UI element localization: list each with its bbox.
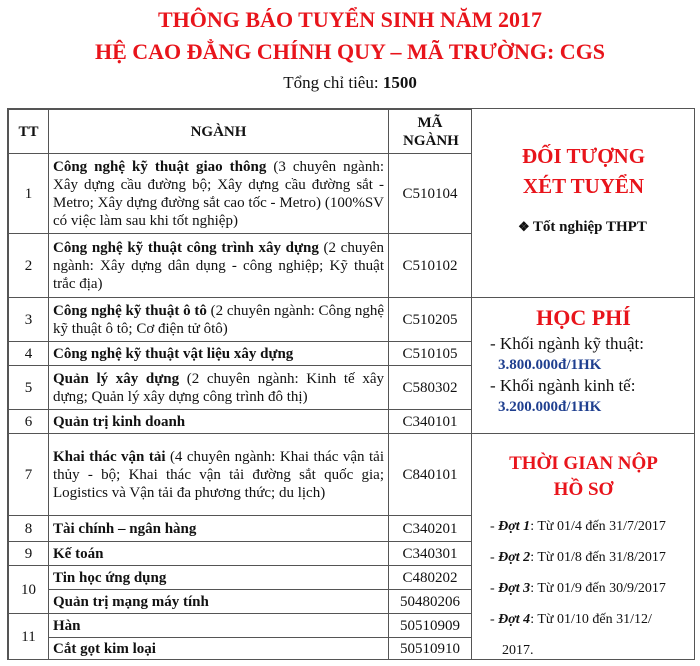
row-name: Kế toán xyxy=(53,545,104,562)
col-header-name: NGÀNH xyxy=(49,110,389,154)
row-desc: (3 chuyên ngành: Xây dựng cầu đường bộ; Xây dựng cầu đường sắt - Metro; Xây dựng đường sắt cao tốc - Metro) (100%SV có việc làm sau khi tốt nghiệp) xyxy=(53,158,384,229)
table-row xyxy=(9,590,472,614)
fee-tech-label-text: Khối ngành kỹ thuật: xyxy=(499,334,644,353)
row-tt: 10 xyxy=(9,566,49,614)
row-tt: 2 xyxy=(9,234,49,298)
target-item xyxy=(472,219,695,236)
row-name-cell xyxy=(49,410,389,434)
row-name-cell xyxy=(49,638,389,660)
row-name: Quản trị mạng máy tính xyxy=(53,593,209,610)
row-code: C510104 xyxy=(389,154,472,234)
row-code: C340301 xyxy=(389,542,472,566)
deadline-section xyxy=(472,433,695,659)
row-name-cell xyxy=(49,342,389,366)
majors-table xyxy=(8,109,472,660)
row-desc: (2 chuyên ngành: Kinh tế xây dựng; Quản lý xây dựng công trình đô thị) xyxy=(53,370,384,405)
row-name: Khai thác vận tải xyxy=(53,448,166,465)
row-name: Công nghệ kỹ thuật công trình xây dựng xyxy=(53,239,319,256)
round-2: - Đợt 2: Từ 01/8 đến 31/8/2017 xyxy=(490,550,666,565)
table-row xyxy=(9,342,472,366)
row-name: Quản trị kinh doanh xyxy=(53,413,186,430)
fee-econ-label-text: Khối ngành kinh tế: xyxy=(499,376,636,395)
deadline-title-2: HỒ SƠ xyxy=(553,479,614,500)
fee-section xyxy=(472,297,695,434)
row-name: Tin học ứng dụng xyxy=(53,569,167,586)
table-row xyxy=(9,410,472,434)
fee-econ-label: - Khối ngành kinh tế: xyxy=(490,376,636,395)
row-name: Cắt gọt kim loại xyxy=(53,640,156,657)
row-name: Công nghệ kỹ thuật ô tô xyxy=(53,302,207,319)
row-code: 50510910 xyxy=(389,638,472,660)
table-row xyxy=(9,434,472,516)
row-code: 50510909 xyxy=(389,614,472,638)
round-4-label: Đợt 4 xyxy=(498,612,531,627)
table-row xyxy=(9,154,472,234)
row-name-cell xyxy=(49,298,389,342)
row-name-cell xyxy=(49,234,389,298)
row-tt: 4 xyxy=(9,342,49,366)
row-desc: (2 chuyên ngành: Xây dựng dân dụng - công nghiệp; Kỹ thuật trắc địa) xyxy=(53,239,384,292)
round-4-continued: 2017. xyxy=(502,643,534,658)
row-name-cell xyxy=(49,154,389,234)
row-tt: 3 xyxy=(9,298,49,342)
table-row xyxy=(9,234,472,298)
row-code: C340101 xyxy=(389,410,472,434)
fee-title: HỌC PHÍ xyxy=(536,305,631,330)
round-1-label: Đợt 1 xyxy=(498,519,531,534)
row-code: C510105 xyxy=(389,342,472,366)
fee-econ-value: 3.200.000đ/1HK xyxy=(498,399,602,415)
row-tt: 9 xyxy=(9,542,49,566)
table-row xyxy=(9,638,472,660)
table-row xyxy=(9,298,472,342)
table-row xyxy=(9,366,472,410)
col-header-tt: TT xyxy=(9,110,49,154)
row-name: Công nghệ kỹ thuật giao thông xyxy=(53,158,267,175)
round-4: - Đợt 4: Từ 01/10 đến 31/12/ xyxy=(490,612,652,627)
row-code: C480202 xyxy=(389,566,472,590)
table-row xyxy=(9,566,472,590)
round-3-text: : Từ 01/9 đến 30/9/2017 xyxy=(530,581,666,596)
quota-value: 1500 xyxy=(382,73,417,92)
row-desc: (4 chuyên ngành: Khai thác vận tải thủy - bộ; Khai thác vận tải đường sắt quốc gia; Logistics và Vận tải đa phương thức; du lịch) xyxy=(53,448,384,501)
row-tt: 6 xyxy=(9,410,49,434)
row-code: C510102 xyxy=(389,234,472,298)
round-3-label: Đợt 3 xyxy=(498,581,531,596)
col-header-code: MÃ NGÀNH xyxy=(389,110,472,154)
row-name-cell xyxy=(49,590,389,614)
quota-label: Tổng chỉ tiêu: xyxy=(283,73,383,92)
round-1: - Đợt 1: Từ 01/4 đến 31/7/2017 xyxy=(490,519,666,534)
row-name-cell xyxy=(49,434,389,516)
row-name: Công nghệ kỹ thuật vật liệu xây dựng xyxy=(53,345,294,362)
row-code: C580302 xyxy=(389,366,472,410)
title-line2: HỆ CAO ĐẲNG CHÍNH QUY – MÃ TRƯỜNG: CGS xyxy=(94,39,606,64)
row-tt: 1 xyxy=(9,154,49,234)
admission-table-container xyxy=(7,108,695,660)
target-title-2: XÉT TUYỂN xyxy=(522,174,645,198)
row-tt: 7 xyxy=(9,434,49,516)
fee-tech-label: - Khối ngành kỹ thuật: xyxy=(490,334,644,353)
deadline-title-1: THỜI GIAN NỘP xyxy=(509,453,658,474)
row-name-cell xyxy=(49,516,389,542)
fee-tech-value: 3.800.000đ/1HK xyxy=(498,357,602,373)
row-code: 50480206 xyxy=(389,590,472,614)
target-item-text: Tốt nghiệp THPT xyxy=(532,219,647,235)
round-3: - Đợt 3: Từ 01/9 đến 30/9/2017 xyxy=(490,581,666,596)
row-code: C840101 xyxy=(389,434,472,516)
row-code: C340201 xyxy=(389,516,472,542)
diamond-bullet-icon: ❖ xyxy=(518,219,533,234)
round-4-text: : Từ 01/10 đến 31/12/ xyxy=(530,612,652,627)
row-name-cell xyxy=(49,366,389,410)
table-row xyxy=(9,614,472,638)
row-tt: 8 xyxy=(9,516,49,542)
row-name-cell xyxy=(49,566,389,590)
table-row xyxy=(9,516,472,542)
quota xyxy=(0,70,700,96)
row-code: C510205 xyxy=(389,298,472,342)
target-title-1: ĐỐI TƯỢNG xyxy=(521,144,646,168)
row-name-cell xyxy=(49,614,389,638)
target-section xyxy=(472,109,695,298)
row-tt: 11 xyxy=(9,614,49,660)
row-name-cell xyxy=(49,542,389,566)
round-2-text: : Từ 01/8 đến 31/8/2017 xyxy=(530,550,666,565)
table-header-row xyxy=(9,110,472,154)
row-name: Hàn xyxy=(53,617,81,634)
table-row xyxy=(9,542,472,566)
row-name: Quản lý xây dựng xyxy=(53,370,180,387)
row-name: Tài chính – ngân hàng xyxy=(53,520,197,537)
row-tt: 5 xyxy=(9,366,49,410)
round-1-text: : Từ 01/4 đến 31/7/2017 xyxy=(530,519,666,534)
info-sidebar xyxy=(471,109,695,659)
row-desc: (2 chuyên ngành: Công nghệ kỹ thuật ô tô; Cơ điện tử ôtô) xyxy=(53,302,384,337)
round-2-label: Đợt 2 xyxy=(498,550,531,565)
title-line1: THÔNG BÁO TUYỂN SINH NĂM 2017 xyxy=(157,7,543,32)
